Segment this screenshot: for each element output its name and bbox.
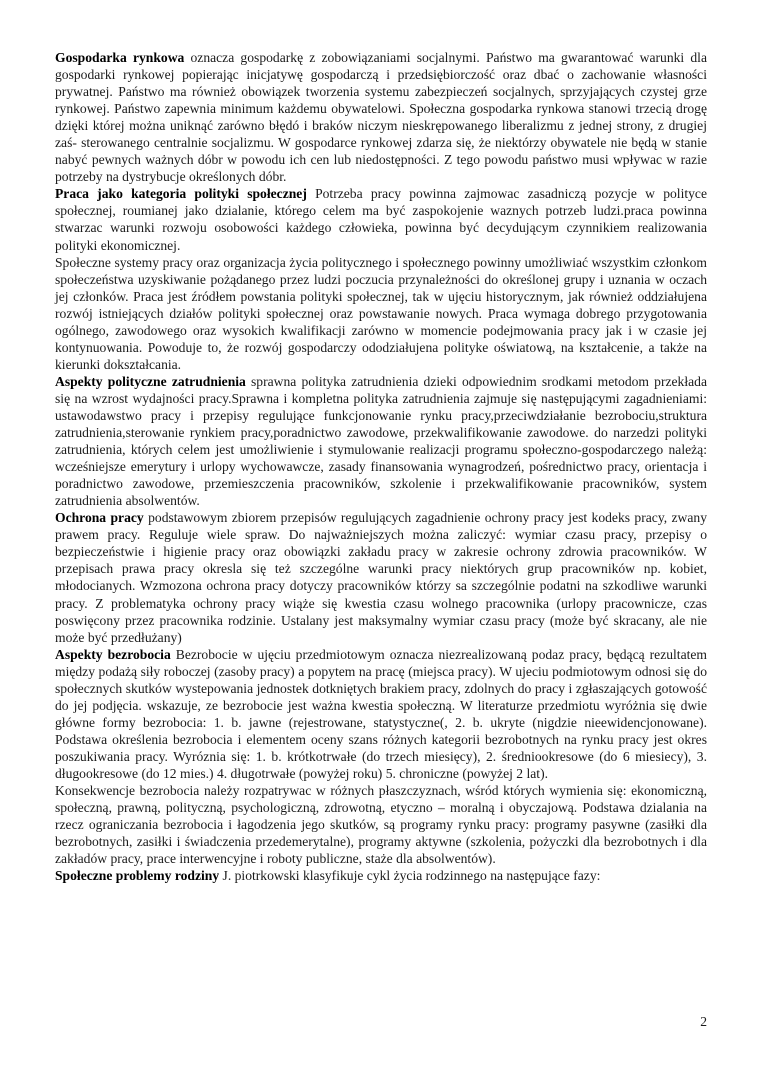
paragraph-spoleczne-systemy-pracy — [55, 254, 707, 373]
paragraph-heading: Społeczne problemy rodziny — [55, 868, 220, 884]
paragraph-gospodarka-rynkowa — [55, 49, 707, 185]
paragraph-konsekwencje-bezrobocia — [55, 782, 707, 867]
paragraph-text: Społeczne systemy pracy oraz organizacja życia politycznego i społecznego powinny umożliwiać wszystkim członkom społeczeństwa uzyskiwanie pożądanego przez ludzi poczucia przynależności do określonej grupy i uznania w oczach jej członków. Praca jest źródłem powstania polityki społecznej, tak w ujęciu historycznym, jak również oddziałujena rozwój istniejących działów polityki społecznej oraz powstawanie nowych. Praca wymaga dobrego przygotowania ogólnego, zawodowego oraz wysokich kwalifikacji zarówno w momencie podejmowania pracy jak i w czasie jej kontynuowania. Powoduje to, że rozwój gospodarczy ododziałujena polityke oświatową, na kształcenie, a także na kierunki dokształcania. — [55, 254, 707, 372]
document-body — [55, 49, 707, 884]
paragraph-problemy-rodziny — [55, 867, 707, 884]
paragraph-text: Bezrobocie w ujęciu przedmiotowym oznacza niezrealizowaną podaz pracy, będącą rezultatem między podażą siły roboczej (zasoby pracy) a popytem na pracę (miejsca pracy). W ujeciu podmiotowym odnosi się do społecznych skutków wystepowania jednostek dotkniętych brakiem pracy, zdolnych do pracy i zgłaszających gotowość do jej podjęcia. wskazuje, ze bezrobocie jest ważna kwestia społeczną. W literaturze przedmiotu wyróżnia się dwie główne formy bezrobocia: 1. b. jawne (rejestrowane, statystyczne(, 2. b. ukryte (nigdzie nieewidencjonowane). Podstawa określenia bezrobocia i elementem oceny szans różnych kategorii bezrobotnych na rynku pracy jest okres poszukiwania pracy. Wyróznia się: 1. b. krótkotrwałe (do trzech miesięcy), 2. średniookresowe (do 6 miesiecy), 3. długookresowe (do 12 mies.) 4. długotrwałe (powyżej roku) 5. chroniczne (powyżej 2 lat). — [55, 646, 707, 781]
paragraph-text: sprawna polityka zatrudnienia dzieki odpowiednim srodkami metodom przekłada się na wzrost wydajności pracy.Sprawna i kompletna polityka zatrudnienia zajmuje się następującymi zagadnieniami: ustawodawstwo pracy i przepisy regulujące funkcjonowanie rynku pracy,przeciwdziałanie bezrobociu,struktura zatrudnienia,sterowanie rynkiem pracy,poradnictwo zawodowe, przekwalifikowanie zawodowe. do narzedzi polityki zatrudnienia, których celem jest umożliwienie i stymulowanie realizacji programu społeczno-gospodarczego należą: wcześniejsze emerytury i urlopy wychowawcze, zasady finansowania wynagrodzeń, pośrednictwo pracy, orientacja i poradnictwo zawodowe, przemieszczenia pracowników, szkolenie i przekwalifikowanie pracowników, system zatrudnienia absolwentów. — [55, 373, 707, 509]
paragraph-text: Konsekwencje bezrobocia należy rozpatrywac w różnych płaszczyznach, wśród których wymienia się: ekonomiczną, społeczną, prawną, polityczną, psychologiczną, zdrowotną, etyczno – moralną i obyczajową. Podstawa dzialania na rzecz ograniczania bezrobocia i łagodzenia jego skutków, są programy rynku pracy: programy pasywne (zasiłki dla bezrobotnych, zasiłki i świadczenia przedemerytalne), programy aktywne (szkolenia, pożyczki dla bezrobotnych i dla zakładów pracy, prace interwencyjne i roboty publiczne, staże dla absolwentów). — [55, 783, 707, 867]
page-number: 2 — [700, 1014, 707, 1029]
paragraph-aspekty-bezrobocia — [55, 646, 707, 782]
paragraph-heading: Aspekty polityczne zatrudnienia — [55, 373, 246, 389]
paragraph-heading: Gospodarka rynkowa — [55, 50, 185, 65]
paragraph-aspekty-zatrudnienia — [55, 373, 707, 509]
paragraph-text: podstawowym zbiorem przepisów regulujących zagadnienie ochrony pracy jest kodeks pracy, zwany prawem pracy. Reguluje wiele spraw. Do najważniejszych można zaliczyć: wymiar czasu pracy, przepisy o bezpieczeństwie i higienie pracy oraz obowiązki zakładu pracy w zakresie ochrony zdrowia pracowników. W przepisach prawa pracy okresla się też szczególne warunki pracy niektórych grup pracowników np. kobiet, młodocianych. Wzmozona ochrona pracy dotyczy pracowników którzy sa szczególnie podatni na szkodliwe warunki pracy. Z problematyka ochrony pracy wiąże się kwestia czasu wolnego pracownika (urlopy pracownicze, czas poswięcony przez pracownika rodzinie. Ustalany jest maksymalny wymiar czasu pracy (może być skracany, ale nie może być przedłużany) — [55, 510, 707, 645]
paragraph-heading: Ochrona pracy — [55, 510, 144, 526]
paragraph-ochrona-pracy — [55, 509, 707, 645]
paragraph-praca-kategoria — [55, 185, 707, 253]
paragraph-text: Potrzeba pracy powinna zajmowac zasadniczą pozycje w polityce społecznej, roumianej jako dzialanie, którego celem ma być zaspokojenie waznych potrzeb ludzi.praca powinna stwarzac warunki rozwoju osobowości każdego człowieka, powinna być decydującym czynnikiem realizowania polityki ekonomicznej. — [55, 186, 707, 253]
paragraph-text: oznacza gospodarkę z zobowiązaniami socjalnymi. Państwo ma gwarantować warunki dla gospodarki rynkowej popierając inicjatywę gospodarczą i przedsiębiorczość oraz dbać o zachowanie własności prywatnej. Państwo ma również obowiązek tworzenia systemu zabezpieczeń socjalnych, sprzyjających czystej grze rynkowej. Państwo zapewnia minimum każdemu obywatelowi. Społeczna gospodarka rynkowa stanowi trzecią drogę dzięki której można uniknąć zarówno błędó i braków niczym nieskrępowanego liberalizmu z jednej strony, z drugiej zaś- sterowanego centralnie socjalizmu. W gospodarce rynkowej zdarza się, że niektórzy obywatele nie będą w stanie nabyć pewnych ważnych dóbr w powodu ich cen lub niedostępności. Z tego powodu państwo musi wpływac w razie potrzeby na dystrybucje określonych dóbr. — [55, 50, 707, 185]
paragraph-heading: Praca jako kategoria polityki społecznej — [55, 186, 307, 202]
paragraph-heading: Aspekty bezrobocia — [55, 646, 171, 662]
paragraph-text: J. piotrkowski klasyfikuje cykl życia rodzinnego na następujące fazy: — [219, 868, 601, 884]
